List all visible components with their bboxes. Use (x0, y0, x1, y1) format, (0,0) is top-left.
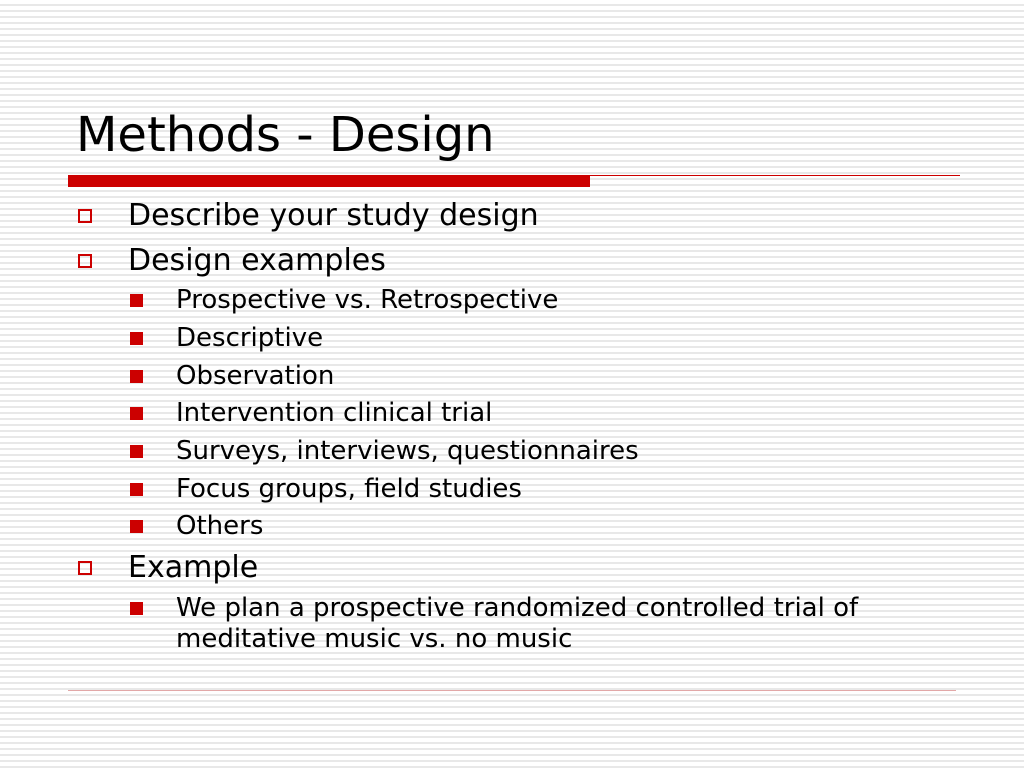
sub-bullet-text: Surveys, interviews, questionnaires (176, 436, 639, 466)
bullet-item-describe-design (128, 198, 539, 234)
sub-bullet-item-observation (176, 361, 334, 392)
hollow-square-icon (78, 561, 92, 575)
sub-bullet-text: Others (176, 511, 264, 541)
sub-bullet-item-plan (176, 593, 916, 655)
sub-bullet-item-focus-groups (176, 474, 522, 505)
bullet-text: Design examples (128, 243, 386, 278)
sub-bullet-text: Observation (176, 361, 335, 391)
filled-square-icon (130, 520, 143, 533)
bullet-item-design-examples (128, 243, 386, 279)
bullet-item-example (128, 550, 258, 586)
sub-bullet-text: Intervention clinical trial (176, 398, 493, 428)
filled-square-icon (130, 332, 143, 345)
filled-square-icon (130, 483, 143, 496)
filled-square-icon (130, 294, 143, 307)
hollow-square-icon (78, 209, 92, 223)
filled-square-icon (130, 407, 143, 420)
bullet-text: Example (128, 550, 259, 585)
sub-bullet-item-intervention (176, 398, 492, 429)
slide-title: Methods - Design (76, 107, 495, 163)
sub-bullet-text: Prospective vs. Retrospective (176, 285, 559, 315)
sub-bullet-text: Focus groups, field studies (176, 474, 522, 504)
filled-square-icon (130, 602, 143, 615)
filled-square-icon (130, 370, 143, 383)
sub-bullet-item-descriptive (176, 323, 323, 354)
sub-bullet-text: We plan a prospective randomized controlled trial of meditative music vs. no music (176, 593, 859, 654)
title-underline-thin (590, 175, 960, 176)
sub-bullet-item-others (176, 511, 263, 542)
title-underline-thick (68, 175, 590, 187)
sub-bullet-item-surveys (176, 436, 639, 467)
hollow-square-icon (78, 254, 92, 268)
filled-square-icon (130, 445, 143, 458)
sub-bullet-text: Descriptive (176, 323, 324, 353)
bullet-text: Describe your study design (128, 198, 539, 233)
sub-bullet-item-prospective (176, 285, 558, 316)
footer-divider (68, 690, 956, 691)
